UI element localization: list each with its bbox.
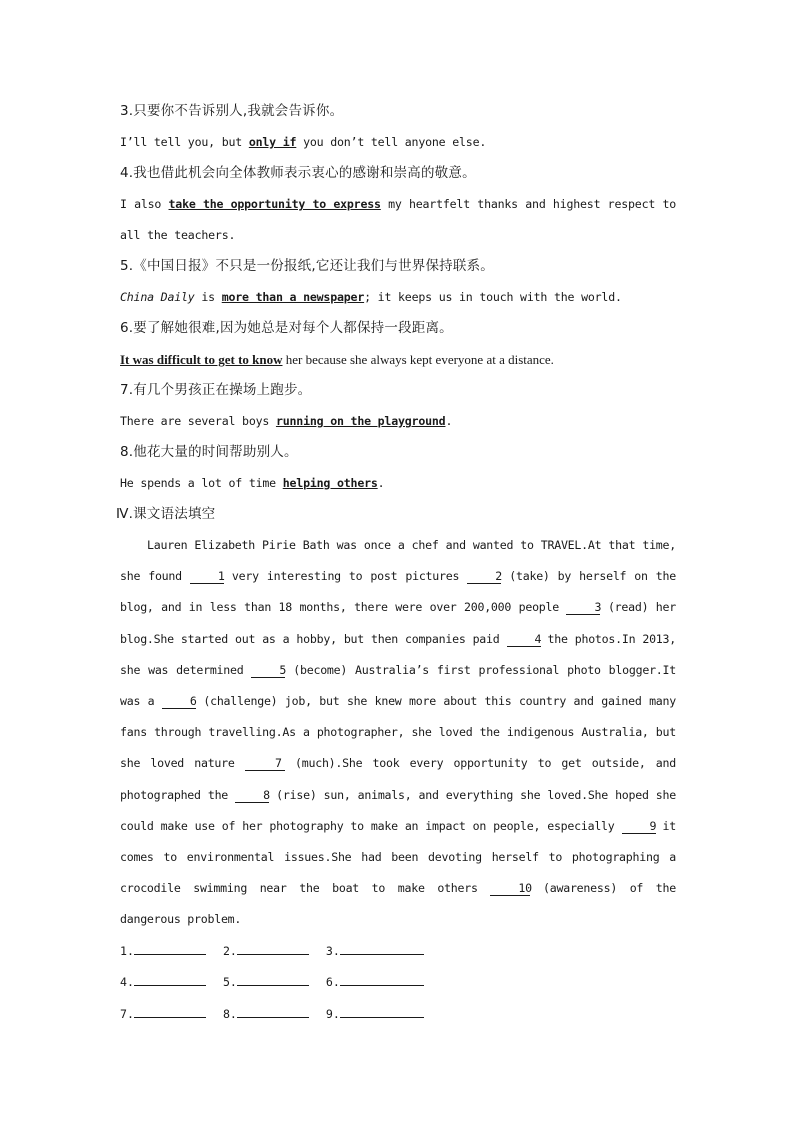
item-3-text: I’ll tell you, but (120, 135, 249, 149)
item-7-answer: running on the playground (275, 414, 446, 428)
passage-text: it comes to environmental issues.She had been devoting herself to photographing a crocodile swimming near the boat to make others (120, 818, 676, 896)
worksheet-page (116, 96, 677, 1030)
item-6-chinese: 6.要了解她很难,因为她总是对每个人都保持一段距离。 (120, 320, 453, 336)
item-4-english (120, 189, 676, 251)
answer-blank-9[interactable] (340, 1006, 424, 1018)
item-7-chinese: 7.有几个男孩正在操场上跑步。 (120, 382, 312, 398)
answer-number: 7. (120, 1006, 134, 1021)
item-5-title: China Daily (120, 290, 195, 304)
answer-row (120, 999, 676, 1031)
answer-blank-4[interactable] (134, 974, 206, 986)
blank-10[interactable]: 10 (490, 881, 530, 896)
item-6-answer: It was difficult to get to know (120, 352, 283, 367)
passage-text: (become) Australia’s first professional photo blogger.It was a (120, 662, 676, 709)
answer-row (120, 967, 676, 999)
blank-6[interactable]: 6 (162, 694, 196, 709)
grammar-passage (120, 530, 676, 936)
blank-8[interactable]: 8 (235, 788, 269, 803)
answer-blank-6[interactable] (340, 974, 424, 986)
item-4-answer: take the opportunity to express (168, 197, 381, 211)
answer-number: 2. (222, 943, 237, 958)
answer-blank-2[interactable] (237, 943, 309, 955)
answer-blank-5[interactable] (237, 974, 309, 986)
answer-blank-1[interactable] (134, 943, 206, 955)
answer-number: 6. (325, 975, 340, 990)
passage-text: (rise) sun, animals, and everything she loved.She hoped she could make use of her photography to make an impact on people, especially (120, 787, 676, 833)
item-5-chinese: 5.《中国日报》不只是一份报纸,它还让我们与世界保持联系。 (120, 258, 494, 274)
item-3-answer: only if (248, 135, 297, 149)
passage-text: the photos.In 2013, she was determined (120, 631, 676, 677)
blank-9[interactable]: 9 (622, 819, 656, 834)
item-6-text-end: her because she always kept everyone at a distance. (282, 352, 554, 367)
passage-text: (awareness) of the dangerous problem. (120, 881, 676, 927)
item-3-english (120, 127, 676, 158)
item-8-text-end: . (377, 476, 385, 490)
answer-number: 9. (325, 1006, 340, 1021)
passage-text: (take) by herself on the blog, and in less than 18 months, there were over 200,000 people (120, 569, 676, 615)
item-4-text-end: my heartfelt thanks and highest respect to all the teachers. (120, 197, 676, 242)
blank-4[interactable]: 4 (507, 632, 541, 647)
item-7-text: There are several boys (120, 414, 276, 428)
item-3-chinese: 3.只要你不告诉别人,我就会告诉你。 (120, 103, 344, 119)
passage-text: Lauren Elizabeth Pirie Bath was once a chef and wanted to TRAVEL.At that time, she found (120, 538, 676, 584)
passage-text: (read) her blog.She started out as a hobby, but then companies paid (120, 600, 677, 646)
item-6-english (120, 344, 676, 375)
item-5-text: is (194, 290, 222, 304)
answer-blank-3[interactable] (340, 943, 424, 955)
blank-3[interactable]: 3 (566, 600, 600, 615)
item-5-english (120, 282, 676, 313)
answer-number: 1. (120, 943, 134, 958)
answer-number: 3. (325, 943, 340, 958)
item-4-text: I also (120, 197, 169, 211)
blank-5[interactable]: 5 (251, 663, 285, 678)
answer-number: 8. (222, 1006, 237, 1021)
answer-row (120, 936, 676, 968)
blank-1[interactable]: 1 (190, 569, 224, 584)
item-7-english (120, 406, 676, 437)
item-4-chinese: 4.我也借此机会向全体教师表示衷心的感谢和崇高的敬意。 (120, 165, 476, 181)
item-5-answer: more than a newspaper (221, 290, 365, 304)
passage-text: (challenge) job, but she knew more about this country and gained many fans through travelling.As a photographer, she loved the indigenous Australia, but she loved nature (120, 694, 676, 771)
answer-lines (120, 936, 676, 1031)
blank-2[interactable]: 2 (467, 569, 501, 584)
item-3-text-end: you don’t tell anyone else. (296, 135, 487, 149)
answer-blank-7[interactable] (134, 1006, 206, 1018)
item-8-chinese: 8.他花大量的时间帮助别人。 (120, 444, 298, 460)
item-8-text: He spends a lot of time (120, 476, 283, 490)
answer-number: 4. (120, 975, 134, 990)
section-title: Ⅳ.课文语法填空 (116, 506, 216, 522)
item-7-text-end: . (445, 414, 453, 428)
answer-blank-8[interactable] (237, 1006, 309, 1018)
passage-text: (much).She took every opportunity to get outside, and photographed the (120, 756, 676, 802)
blank-7[interactable]: 7 (245, 756, 285, 771)
item-8-english (120, 468, 676, 499)
answer-number: 5. (222, 975, 237, 990)
item-5-text-end: ; it keeps us in touch with the world. (364, 290, 622, 304)
item-8-answer: helping others (282, 476, 378, 490)
passage-text: very interesting to post pictures (223, 569, 468, 584)
